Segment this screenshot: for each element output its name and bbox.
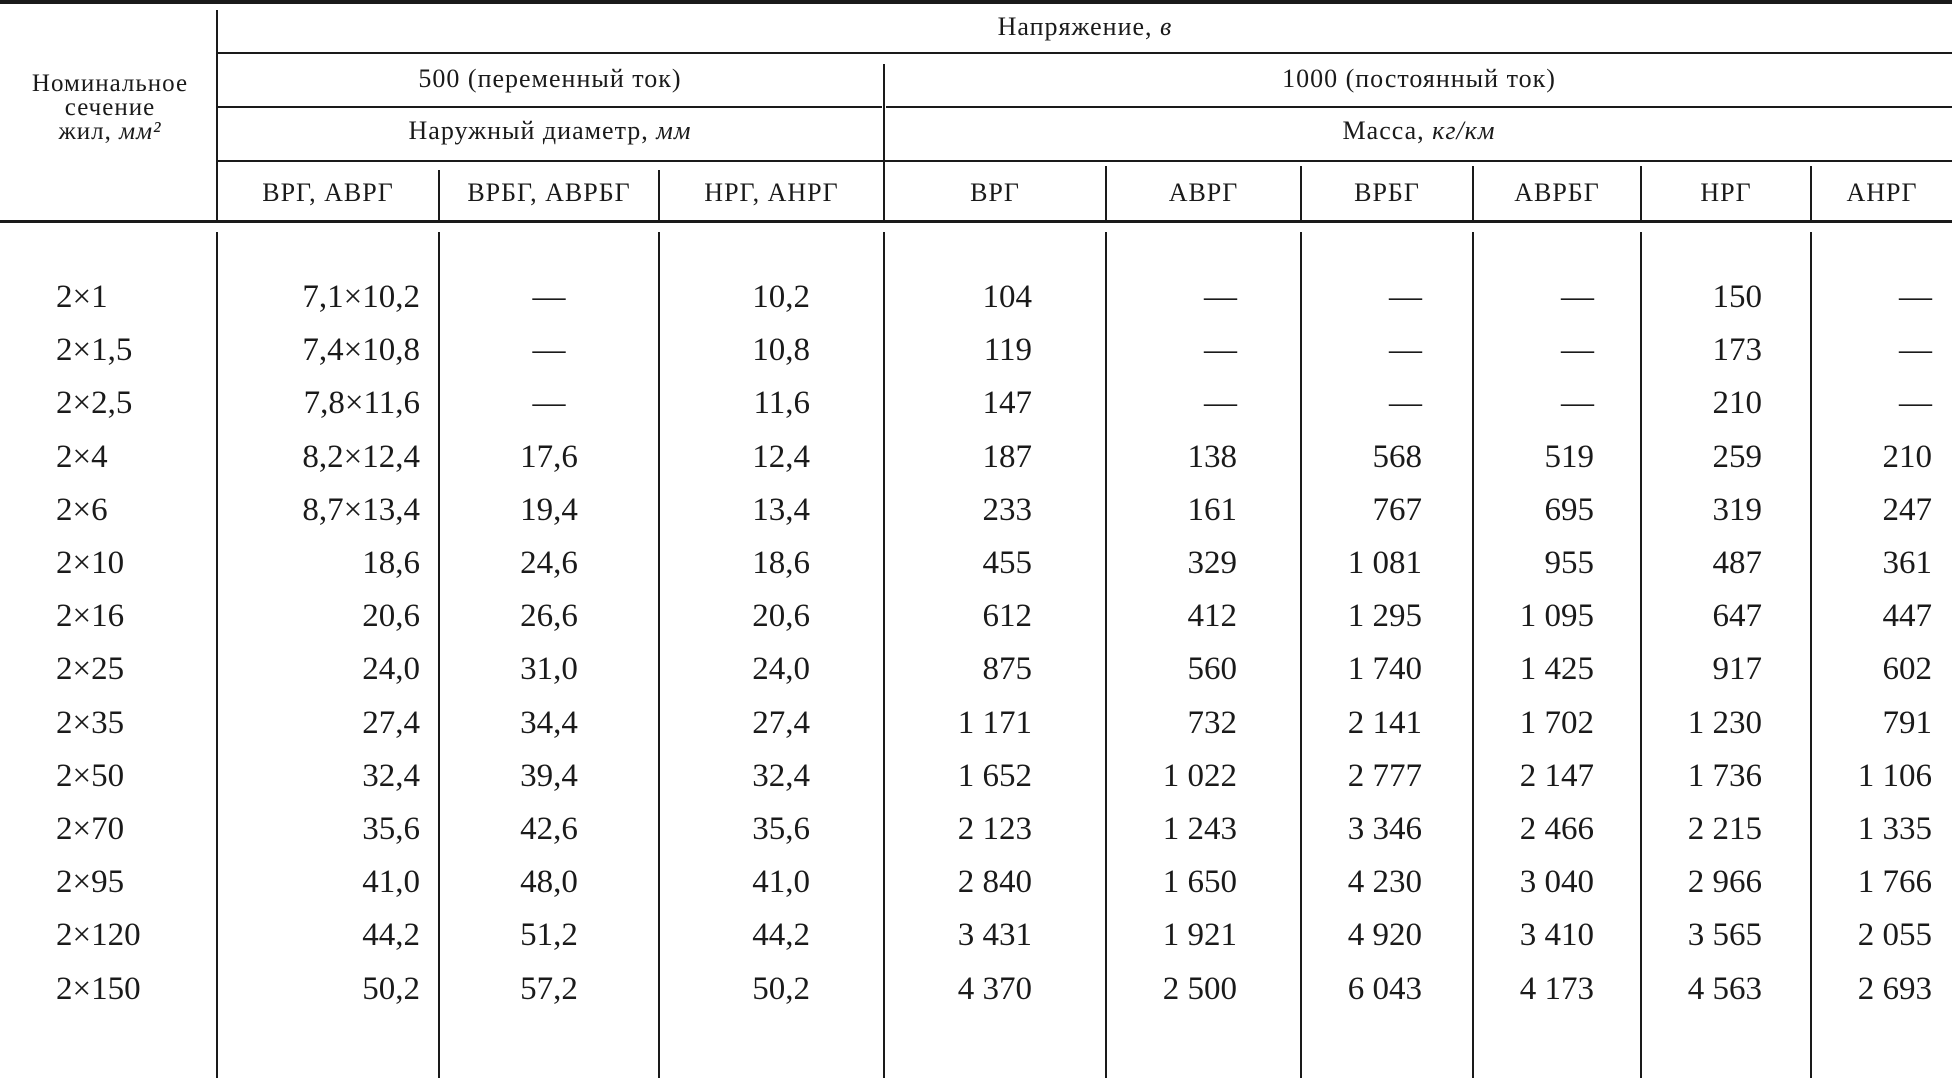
table-cell: — [1899,279,1932,315]
table-cell: 2 966 [1687,864,1762,900]
col-header-8: НРГ [1700,178,1752,207]
table-cell: 4 920 [1347,917,1422,953]
table-cell: 247 [1882,492,1932,528]
table-cell: 4 563 [1687,971,1762,1007]
table-cell: 259 [1712,439,1762,475]
table-cell: 24,0 [752,651,810,687]
table-cell: 3 565 [1687,917,1762,953]
table-cell: 27,4 [752,705,810,741]
group-underline-500 [218,106,882,108]
table-cell: 173 [1712,332,1762,368]
table-cell: 24,6 [520,545,578,581]
table-cell: 1 243 [1162,811,1237,847]
row-label-cell: 2×95 [56,864,125,900]
table-cell: — [1204,385,1237,421]
row-label-cell: 2×120 [56,917,141,953]
table-cell: 4 173 [1519,971,1594,1007]
table-cell: 161 [1187,492,1237,528]
table-cell: 1 702 [1519,705,1594,741]
table-cell: 10,2 [752,279,810,315]
table-cell: 51,2 [520,917,578,953]
table-cell: 1 081 [1347,545,1422,581]
table-cell: — [1899,332,1932,368]
table-cell: 20,6 [752,598,810,634]
table-cell: 11,6 [753,385,810,421]
table-cell: 18,6 [752,545,810,581]
table-cell: 12,4 [752,439,810,475]
subhead-underline [218,160,1952,162]
table-cell: 412 [1187,598,1237,634]
group-1000-header: 1000 (постоянный ток) [1282,64,1556,93]
table-cell: 1 106 [1857,758,1932,794]
table-cell: 602 [1882,651,1932,687]
col-header-7: АВРБГ [1514,178,1600,207]
table-cell: 767 [1372,492,1422,528]
table-cell: 560 [1187,651,1237,687]
row-label-cell: 2×150 [56,971,141,1007]
row-label-cell: 2×4 [56,439,108,475]
table-cell: 1 230 [1687,705,1762,741]
table-cell: — [1389,332,1422,368]
table-cell: 42,6 [520,811,578,847]
table-cell: 32,4 [752,758,810,794]
table-cell: 150 [1712,279,1762,315]
row-label-cell: 2×1 [56,279,108,315]
table-cell: 4 370 [957,971,1032,1007]
table-cell: 695 [1544,492,1594,528]
table-cell: 1 295 [1347,598,1422,634]
table-cell: 20,6 [362,598,420,634]
stub-line-1: Номинальное [31,70,189,97]
col-header-4: ВРГ [970,178,1020,207]
table-cell: 487 [1712,545,1762,581]
col-header-3: НРГ, АНРГ [704,178,839,207]
table-cell: 2 123 [957,811,1032,847]
row-label-cell: 2×2,5 [56,385,133,421]
table-cell: — [532,385,566,421]
col-header-5: АВРГ [1168,178,1239,207]
table-cell: 18,6 [362,545,420,581]
table-cell: 647 [1712,598,1762,634]
table-cell: 3 040 [1519,864,1594,900]
table-cell: 3 346 [1347,811,1422,847]
table-cell: 2 055 [1857,917,1932,953]
table-cell: 612 [982,598,1032,634]
table-cell: — [1204,332,1237,368]
group-underline-1000 [886,106,1952,108]
table-cell: 447 [1882,598,1932,634]
table-cell: 187 [982,439,1032,475]
mass-header-text: Масса, [1342,116,1433,145]
voltage-header [218,12,1952,42]
table-cell: 2 215 [1687,811,1762,847]
row-label-cell: 2×35 [56,705,125,741]
top-rule [0,0,1952,4]
row-label-cell: 2×25 [56,651,125,687]
stub-line-3 [6,120,214,144]
table-cell: 27,4 [362,705,420,741]
table-cell: 26,6 [520,598,578,634]
table-cell: 955 [1544,545,1594,581]
table-cell: — [1561,332,1594,368]
table-cell: 2 500 [1162,971,1237,1007]
diameter-header-text: Наружный диаметр, [408,116,657,145]
group-500-header: 500 (переменный ток) [418,64,682,93]
table-cell: 875 [982,651,1032,687]
table-cell: 519 [1544,439,1594,475]
row-label-cell: 2×70 [56,811,125,847]
table-cell: 2 777 [1347,758,1422,794]
table-cell: 7,1×10,2 [302,279,420,315]
col-header-1: ВРГ, АВРГ [262,178,394,207]
col-header-6: ВРБГ [1354,178,1420,207]
table-cell: 3 431 [957,917,1032,953]
table-cell: 4 230 [1347,864,1422,900]
table-cell: 1 652 [957,758,1032,794]
table-cell: 119 [983,332,1032,368]
col-header-9: АНРГ [1846,178,1918,207]
row-label-cell: 2×10 [56,545,125,581]
table-cell: 1 736 [1687,758,1762,794]
diameter-unit: мм [656,116,692,145]
body-divider-0 [216,232,218,1078]
table-cell: 210 [1712,385,1762,421]
table-cell: 568 [1372,439,1422,475]
table-cell: 319 [1712,492,1762,528]
row-label-cell: 2×50 [56,758,125,794]
table-cell: 2 693 [1857,971,1932,1007]
table-cell: — [1561,385,1594,421]
table-cell: 791 [1882,705,1932,741]
table-cell: — [1389,279,1422,315]
table-cell: 7,8×11,6 [303,385,420,421]
table-cell: 57,2 [520,971,578,1007]
table-cell: 35,6 [362,811,420,847]
table-cell: 44,2 [362,917,420,953]
table-cell: 10,8 [752,332,810,368]
table-cell: 147 [982,385,1032,421]
diameter-header [218,116,882,146]
table-cell: 2 147 [1519,758,1594,794]
stub-header [6,72,214,144]
table-cell: 1 921 [1162,917,1237,953]
table-cell: 44,2 [752,917,810,953]
table-cell: 1 171 [957,705,1032,741]
table-cell: — [1389,385,1422,421]
table-cell: 39,4 [520,758,578,794]
header-bottom-rule [0,220,1952,223]
table-cell: 50,2 [362,971,420,1007]
table-cell: 361 [1882,545,1932,581]
table-cell: 2 466 [1519,811,1594,847]
mass-unit: кг/км [1432,116,1496,145]
row-label-cell: 2×6 [56,492,108,528]
table-cell: 1 650 [1162,864,1237,900]
mass-header [886,116,1952,146]
table-cell: 17,6 [520,439,578,475]
table-cell: 1 425 [1519,651,1594,687]
table-cell: 8,2×12,4 [302,439,420,475]
table-cell: 35,6 [752,811,810,847]
table-cell: 24,0 [362,651,420,687]
stub-line-2: сечение [64,94,156,121]
voltage-underline [218,52,1952,54]
table-cell: — [1204,279,1237,315]
table-cell: 41,0 [362,864,420,900]
table-cell: 2 141 [1347,705,1422,741]
table-cell: 7,4×10,8 [302,332,420,368]
table-cell: 233 [982,492,1032,528]
table-cell: 1 095 [1519,598,1594,634]
table-cell: 34,4 [520,705,578,741]
table-cell: — [1561,279,1594,315]
table-cell: 732 [1187,705,1237,741]
table-cell: 1 766 [1857,864,1932,900]
table-cell: 48,0 [520,864,578,900]
table-cell: 1 022 [1162,758,1237,794]
table-cell: 6 043 [1347,971,1422,1007]
table-cell: 3 410 [1519,917,1594,953]
table-cell: 917 [1712,651,1762,687]
table-cell: — [532,279,566,315]
table-cell: 455 [982,545,1032,581]
col-header-2: ВРБГ, АВРБГ [467,178,631,207]
table-cell: 1 335 [1857,811,1932,847]
table-cell: 1 740 [1347,651,1422,687]
row-label-cell: 2×16 [56,598,125,634]
table-cell: 210 [1882,439,1932,475]
row-label-cell: 2×1,5 [56,332,133,368]
table-cell: 41,0 [752,864,810,900]
table-cell: 31,0 [520,651,578,687]
stub-unit: мм² [119,118,162,145]
table-cell: — [532,332,566,368]
table-cell: 138 [1187,439,1237,475]
voltage-header-text: Напряжение, [997,12,1161,41]
table-cell: 19,4 [520,492,578,528]
table-cell: 329 [1187,545,1237,581]
table-cell: 32,4 [362,758,420,794]
table-cell: 13,4 [752,492,810,528]
table-cell: 8,7×13,4 [302,492,420,528]
table-cell: — [1899,385,1932,421]
table-cell: 2 840 [957,864,1032,900]
stub-line-3-text: жил, [58,118,120,145]
voltage-unit: в [1160,12,1173,41]
table-cell: 104 [982,279,1032,315]
table-cell: 50,2 [752,971,810,1007]
